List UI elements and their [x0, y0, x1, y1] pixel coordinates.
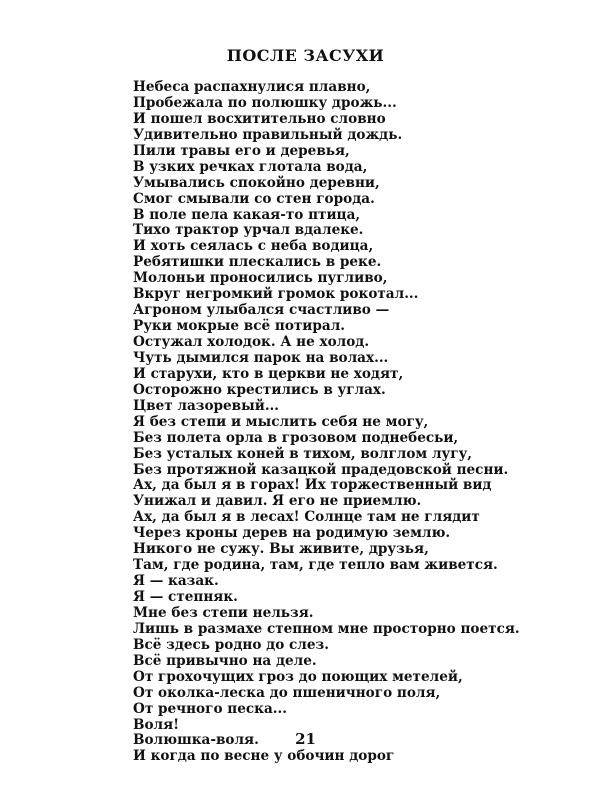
poem-line: Всё здесь родно до слез. — [133, 636, 329, 653]
poem-line: Лишь в размахе степном мне просторно поется. — [133, 620, 520, 637]
poem-line: Без протяжной казацкой прадедовской песни. — [133, 461, 509, 478]
poem-line: И когда по весне у обочин дорог — [133, 748, 395, 765]
poem-line: Небеса распахнулися плавно, — [133, 79, 371, 95]
poem-line: Через кроны дерев на родимую землю. — [133, 525, 451, 542]
poem-line: И пошел восхитительно словно — [133, 110, 386, 127]
poem-line: В узких речках глотала вода, — [133, 158, 368, 175]
poem-body — [133, 80, 520, 765]
page-number: 21 — [295, 730, 316, 748]
poem-line: В поле пела какая-то птица, — [133, 206, 361, 223]
poem-line: От околка-леска до пшеничного поля, — [133, 684, 441, 701]
poem-line: Руки мокрые всё потирал. — [133, 318, 346, 335]
poem-line: Вкруг негромкий громок рокотал... — [133, 286, 419, 303]
poem-line: Никого не сужу. Вы живите, друзья, — [133, 541, 429, 558]
poem-line: Волюшка-воля. — [133, 732, 259, 749]
poem-line: Ребятишки плескались в реке. — [133, 254, 382, 271]
poem-line: Чуть дымился парок на волах... — [133, 349, 389, 366]
poem-line: Воля! — [133, 716, 180, 733]
poem-line: Умывались спокойно деревни, — [133, 174, 380, 191]
poem-line: Удивительно правильный дождь. — [133, 126, 403, 143]
poem-line: Я без степи и мыслить себя не могу, — [133, 413, 429, 430]
poem-line: Я — степняк. — [133, 589, 238, 605]
poem-line: Мне без степи нельзя. — [133, 604, 314, 621]
poem-line: Пили травы его и деревья, — [133, 142, 350, 159]
poem-line: От речного песка... — [133, 700, 287, 717]
poem-line: Смог смывали со стен города. — [133, 190, 375, 207]
poem-line: Унижал и давил. Я его не приемлю. — [133, 493, 422, 510]
poem-line: Всё привычно на деле. — [133, 652, 317, 669]
poem-line: Молоньи проносились пугливо, — [133, 270, 388, 287]
poem-line: Ах, да был я в горах! Их торжественный вид — [133, 477, 492, 494]
poem-line: И старухи, кто в церкви не ходят, — [133, 365, 404, 382]
poem-line: Осторожно крестились в углах. — [133, 381, 386, 398]
poem-line: Пробежала по полюшку дрожь... — [133, 94, 397, 111]
poem-title: ПОСЛЕ ЗАСУХИ — [226, 46, 385, 65]
poem-line: Там, где родина, там, где тепло вам живется. — [133, 557, 498, 574]
poem-line: Остужал холодок. А не холод. — [133, 334, 370, 350]
poem-line: От грохочущих гроз до поющих метелей, — [133, 668, 463, 685]
poem-line: Ах, да был я в лесах! Солнце там не глядит — [133, 509, 480, 526]
poem-line: Цвет лазоревый... — [133, 397, 280, 414]
poem-line: Тихо трактор урчал вдалеке. — [133, 222, 364, 239]
poem-line: И хоть сеялась с неба водица, — [133, 238, 374, 255]
poem-line: Я — казак. — [133, 573, 219, 590]
poem-line: Без полета орла в грозовом поднебесьи, — [133, 429, 459, 446]
poem-line: Без усталых коней в тихом, волглом лугу, — [133, 445, 473, 462]
poem-line: Агроном улыбался счастливо — — [133, 302, 390, 319]
